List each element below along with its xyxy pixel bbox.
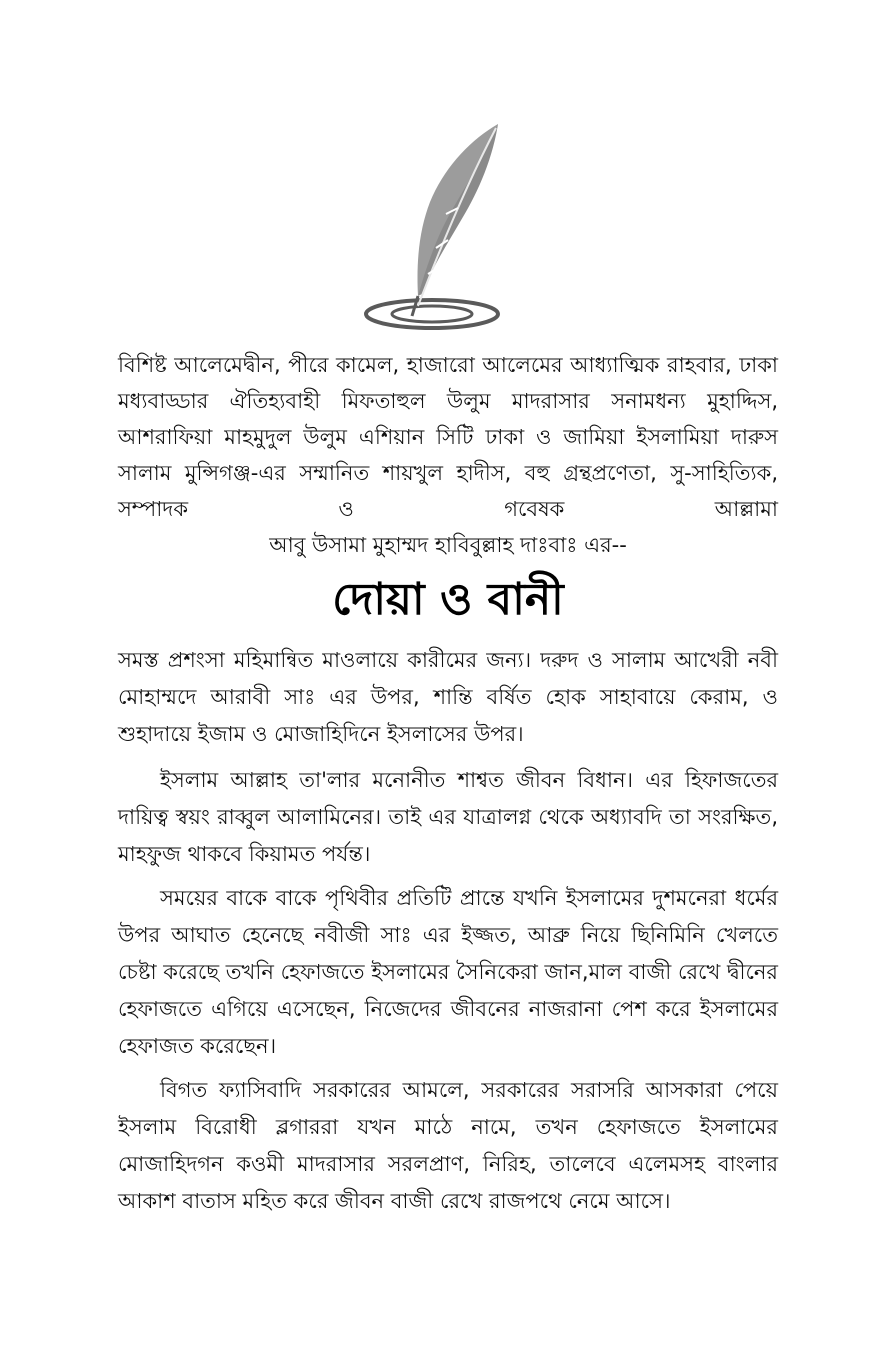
paragraph-1: সমস্ত প্রশংসা মহিমান্বিত মাওলায়ে কারীমের জন্য। দরুদ ও সালাম আখেরী নবী মোহাম্মদে আরাবী সাঃ এর উপর, শান্তি বর্ষিত হোক সাহাবায়ে কেরাম, ও শুহাদায়ে ইজাম ও মোজাহিদিনে ইসলাসের উপর। [118, 648, 778, 746]
ink-swirl-inner [392, 306, 472, 322]
paragraph-4: বিগত ফ্যাসিবাদি সরকারের আমলে, সরকারের সরাসরি আসকারা পেয়ে ইসলাম বিরোধী ব্লগাররা যখন মাঠে নামে, তখন হেফাজতে ইসলামের মোজাহিদগন কওমী মাদরাসার সরলপ্রাণ, নিরিহ, তালেবে এলেমসহ বাংলার আকাশ বাতাস মহিত করে জীবন বাজী রেখে রাজপথে নেমে আসে। [118, 1078, 778, 1213]
paragraph-3: সময়ের বাকে বাকে পৃথিবীর প্রতিটি প্রান্তে যখনি ইসলামের দুশমনেরা ধর্মের উপর আঘাত হেনেছে নবীজী সাঃ এর ইজ্জত, আব্রু নিয়ে ছিনিমিনি খেলতে চেষ্টা করেছে তখনি হেফাজতে ইসলামের সৈনিকেরা জান,মাল বাজী রেখে দ্বীনের হেফাজতে এগিয়ে এসেছেন, নিজেদের জীবনের নাজরানা পেশ করে ইসলামের হেফাজত করেছেন। [118, 886, 778, 1058]
intro-text: বিশিষ্ট আলেমেদ্বীন, পীরে কামেল, হাজারো আলেমের আধ্যাত্মিক রাহবার, ঢাকা মধ্যবাড্ডার ঐতিহ্যবাহী মিফতাহুল উলুম মাদরাসার সনামধন্য মুহাদ্দিস, আশরাফিয়া মাহমুদুল উলুম এশিয়ান সিটি ঢাকা ও জামিয়া ইসলামিয়া দারুস সালাম মুন্সিগঞ্জ-এর সম্মানিত শায়খুল হাদীস, বহু গ্রন্থপ্রণেতা, সু-সাহিত্যিক, সম্পাদক ও গবেষক আল্লামা [118, 353, 778, 521]
quill-pen-icon [360, 118, 510, 338]
page-title: দোয়া ও বানী [332, 574, 564, 625]
paragraph-2: ইসলাম আল্লাহ তা'লার মনোনীত শাশ্বত জীবন বিধান। এর হিফাজতের দায়িত্ব স্বয়ং রাব্বুল আলামিনের। তাই এর যাত্রালগ্ন থেকে অধ্যাবদি তা সংরক্ষিত, মাহফুজ থাকবে কিয়ামত পর্যন্ত। [118, 768, 778, 866]
intro-last-line: আবু উসামা মুহাম্মদ হাবিবুল্লাহ দাঃবাঃ এর-- [269, 533, 627, 557]
ink-swirl [366, 300, 498, 328]
